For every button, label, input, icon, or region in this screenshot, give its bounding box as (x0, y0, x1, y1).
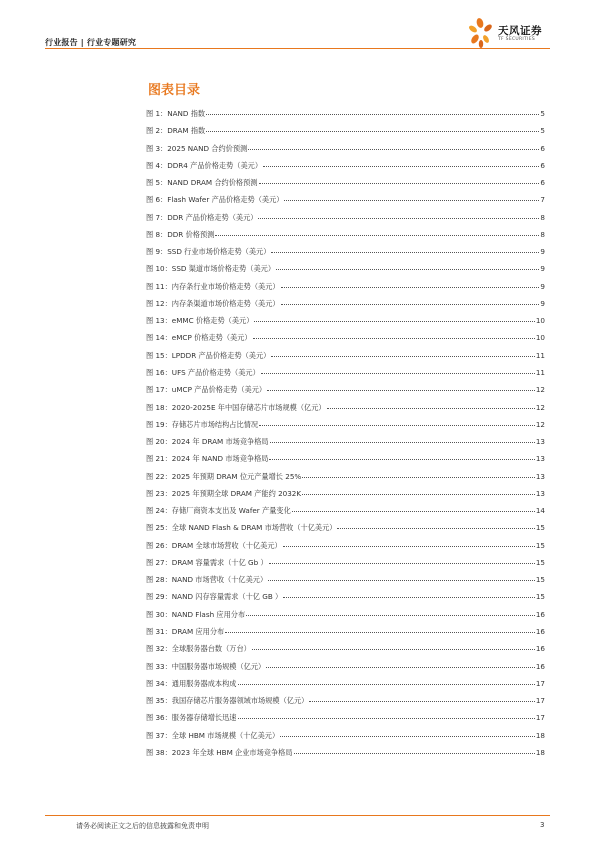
toc-entry-label: 图 38：2023 年全球 HBM 企业市场竞争格局 (146, 747, 293, 757)
toc-entry-label: 图 1：NAND 指数 (146, 109, 206, 118)
toc-entry-page: 15 (535, 575, 545, 585)
toc-dot-leader (263, 166, 539, 167)
toc-entry-page: 16 (535, 661, 545, 671)
toc-entry-page: 8 (540, 229, 545, 239)
toc-entry-label: 图 17：uMCP 产品价格走势（美元） (146, 385, 267, 395)
toc-dot-leader (302, 477, 535, 478)
toc-entry-page: 16 (535, 626, 545, 636)
toc-dot-leader (302, 494, 535, 495)
toc-entry-page: 6 (540, 178, 545, 188)
toc-entry-page: 9 (540, 264, 545, 274)
toc-dot-leader (337, 528, 534, 529)
toc-dot-leader (238, 684, 535, 685)
toc-entry-page: 9 (540, 298, 545, 308)
toc-list (146, 109, 545, 765)
logo-english-name: TF SECURITIES (498, 37, 536, 42)
toc-dot-leader (284, 200, 539, 201)
toc-dot-leader (258, 218, 539, 219)
report-type-label: 行业报告 | 行业专题研究 (45, 38, 137, 47)
toc-entry[interactable] (146, 696, 545, 713)
toc-entry-label: 图 36：服务器存储增长迅速 (146, 713, 237, 723)
toc-entry[interactable] (146, 679, 545, 696)
toc-dot-leader (269, 459, 534, 460)
toc-entry-label: 图 6：Flash Wafer 产品价格走势（美元） (146, 195, 284, 205)
toc-entry-page: 9 (540, 281, 545, 291)
toc-entry-page: 8 (540, 212, 545, 222)
toc-dot-leader (206, 131, 539, 132)
toc-entry-label: 图 7：DDR 产品价格走势（美元） (146, 212, 258, 222)
toc-entry-label: 图 13：eMMC 价格走势（美元） (146, 316, 254, 326)
toc-entry[interactable] (146, 161, 545, 178)
toc-dot-leader (281, 304, 540, 305)
toc-entry-page: 16 (535, 644, 545, 654)
toc-entry-label: 图 30：NAND Flash 应用分布 (146, 609, 246, 619)
toc-dot-leader (270, 442, 535, 443)
toc-entry-page: 12 (535, 402, 545, 412)
toc-entry[interactable] (146, 351, 545, 368)
toc-entry-label: 图 37：全球 HBM 市场规模（十亿美元） (146, 730, 280, 740)
toc-entry[interactable] (146, 523, 545, 540)
toc-entry-label: 图 19：存储芯片市场结构占比情况 (146, 419, 259, 429)
toc-entry[interactable] (146, 403, 545, 420)
toc-entry-page: 17 (535, 713, 545, 723)
toc-entry[interactable] (146, 420, 545, 437)
toc-entry[interactable] (146, 662, 545, 679)
toc-entry[interactable] (146, 109, 545, 126)
toc-entry[interactable] (146, 333, 545, 350)
toc-entry-page: 15 (535, 540, 545, 550)
toc-entry-label: 图 32：全球服务器台数（万台） (146, 644, 251, 654)
toc-dot-leader (259, 183, 540, 184)
toc-entry-page: 11 (535, 350, 545, 360)
toc-entry-page: 15 (535, 523, 545, 533)
toc-entry-label: 图 21：2024 年 NAND 市场竞争格局 (146, 454, 269, 464)
toc-entry-label: 图 14：eMCP 价格走势（美元） (146, 333, 252, 343)
toc-entry[interactable] (146, 610, 545, 627)
toc-entry[interactable] (146, 144, 545, 161)
toc-entry[interactable] (146, 592, 545, 609)
toc-entry-page: 17 (535, 696, 545, 706)
toc-entry[interactable] (146, 506, 545, 523)
toc-dot-leader (252, 649, 535, 650)
logo-mark-icon (467, 17, 495, 49)
toc-entry-label: 图 12：内存条渠道市场价格走势（美元） (146, 298, 280, 308)
toc-entry-page: 12 (535, 385, 545, 395)
toc-entry-label: 图 24：存储厂商资本支出及 Wafer 产量变化 (146, 506, 291, 516)
toc-entry-label: 图 16：UFS 产品价格走势（美元） (146, 367, 260, 377)
toc-entry-label: 图 2：DRAM 指数 (146, 126, 206, 136)
toc-dot-leader (327, 408, 535, 409)
toc-entry-label: 图 25：全球 NAND Flash & DRAM 市场营收（十亿美元） (146, 523, 337, 533)
toc-dot-leader (253, 338, 535, 339)
toc-entry-page: 13 (535, 454, 545, 464)
toc-entry-page: 16 (535, 609, 545, 619)
toc-entry[interactable] (146, 489, 545, 506)
toc-entry[interactable] (146, 368, 545, 385)
toc-entry-label: 图 11：内存条行业市场价格走势（美元） (146, 281, 280, 291)
toc-dot-leader (266, 667, 535, 668)
toc-entry-label: 图 29：NAND 闪存容量需求（十亿 GB ） (146, 592, 283, 602)
toc-entry-page: 11 (535, 367, 545, 377)
toc-entry[interactable] (146, 713, 545, 730)
toc-dot-leader (225, 632, 535, 633)
toc-dot-leader (206, 114, 539, 115)
toc-entry[interactable] (146, 472, 545, 489)
toc-entry-page: 13 (535, 437, 545, 447)
toc-entry-label: 图 10：SSD 渠道市场价格走势（美元） (146, 264, 276, 274)
toc-dot-leader (281, 287, 540, 288)
toc-entry-page: 13 (535, 488, 545, 498)
toc-dot-leader (248, 149, 539, 150)
toc-dot-leader (294, 753, 535, 754)
toc-entry-label: 图 9：SSD 行业市场价格走势（美元） (146, 247, 271, 257)
logo-chinese-name: 天风证券 (498, 25, 542, 37)
toc-entry-page: 10 (535, 333, 545, 343)
toc-entry-label: 图 28：NAND 市场营收（十亿美元） (146, 575, 268, 585)
toc-entry-label: 图 22：2025 年预期 DRAM 位元产量增长 25% (146, 471, 302, 481)
toc-entry[interactable] (146, 178, 545, 195)
toc-entry-page: 9 (540, 247, 545, 257)
toc-dot-leader (238, 718, 535, 719)
toc-entry[interactable] (146, 575, 545, 592)
toc-entry[interactable] (146, 264, 545, 281)
toc-entry-page: 10 (535, 316, 545, 326)
toc-dot-leader (292, 511, 535, 512)
toc-entry[interactable] (146, 195, 545, 212)
header-divider (45, 48, 550, 49)
toc-entry-page: 13 (535, 471, 545, 481)
toc-entry[interactable] (146, 454, 545, 471)
page-number: 3 (540, 821, 545, 829)
toc-entry-label: 图 18：2020-2025E 年中国存储芯片市场规模（亿元） (146, 402, 326, 412)
toc-entry[interactable] (146, 437, 545, 454)
toc-entry-label: 图 15：LPDDR 产品价格走势（美元） (146, 350, 271, 360)
toc-entry-page: 12 (535, 419, 545, 429)
toc-dot-leader (271, 356, 534, 357)
toc-entry[interactable] (146, 731, 545, 748)
company-logo (467, 17, 567, 51)
toc-dot-leader (283, 597, 535, 598)
toc-entry[interactable] (146, 247, 545, 264)
toc-entry-label: 图 34：通用服务器成本构成 (146, 678, 237, 688)
toc-dot-leader (268, 580, 535, 581)
toc-entry[interactable] (146, 385, 545, 402)
toc-entry-label: 图 26：DRAM 全球市场营收（十亿美元） (146, 540, 282, 550)
toc-entry[interactable] (146, 316, 545, 333)
toc-entry-label: 图 33：中国服务器市场规模（亿元） (146, 661, 266, 671)
toc-entry-label: 图 35：我国存储芯片服务器领域市场规模（亿元） (146, 696, 309, 706)
toc-entry-label: 图 5：NAND DRAM 合约价格预测 (146, 178, 258, 188)
toc-dot-leader (271, 252, 539, 253)
toc-entry-label: 图 27：DRAM 容量需求（十亿 Gb ） (146, 557, 268, 567)
toc-entry[interactable] (146, 126, 545, 143)
toc-entry-page: 15 (535, 557, 545, 567)
toc-entry-label: 图 20：2024 年 DRAM 市场竞争格局 (146, 437, 269, 447)
toc-entry-label: 图 23：2025 年预期全球 DRAM 产能约 2032K (146, 488, 302, 498)
toc-title: 图表目录 (148, 83, 201, 98)
toc-dot-leader (261, 373, 535, 374)
toc-entry-page: 6 (540, 160, 545, 170)
toc-entry-page: 6 (540, 143, 545, 153)
toc-entry-page: 5 (540, 109, 545, 118)
toc-dot-leader (254, 321, 534, 322)
toc-entry[interactable] (146, 627, 545, 644)
toc-dot-leader (246, 615, 535, 616)
toc-entry-page: 7 (540, 195, 545, 205)
toc-entry-page: 18 (535, 747, 545, 757)
toc-entry[interactable] (146, 541, 545, 558)
toc-dot-leader (269, 563, 535, 564)
toc-dot-leader (276, 269, 539, 270)
toc-entry[interactable] (146, 558, 545, 575)
toc-entry-page: 5 (540, 126, 545, 136)
toc-dot-leader (259, 425, 535, 426)
toc-entry[interactable] (146, 230, 545, 247)
toc-dot-leader (215, 235, 539, 236)
toc-entry-page: 14 (535, 506, 545, 516)
toc-entry-page: 15 (535, 592, 545, 602)
footer-divider (45, 815, 550, 816)
toc-dot-leader (283, 546, 535, 547)
toc-entry-page: 17 (535, 678, 545, 688)
toc-entry[interactable] (146, 299, 545, 316)
toc-entry-label: 图 4：DDR4 产品价格走势（美元） (146, 160, 263, 170)
toc-entry[interactable] (146, 282, 545, 299)
toc-entry[interactable] (146, 213, 545, 230)
footer-disclaimer: 请务必阅读正文之后的信息披露和免责申明 (76, 822, 209, 830)
toc-entry[interactable] (146, 748, 545, 765)
toc-dot-leader (280, 736, 535, 737)
toc-entry-label: 图 8：DDR 价格预测 (146, 229, 215, 239)
toc-entry-label: 图 31：DRAM 应用分布 (146, 626, 225, 636)
toc-entry[interactable] (146, 644, 545, 661)
toc-dot-leader (309, 701, 534, 702)
toc-entry-label: 图 3：2025 NAND 合约价预测 (146, 143, 248, 153)
toc-dot-leader (267, 390, 535, 391)
toc-entry-page: 18 (535, 730, 545, 740)
